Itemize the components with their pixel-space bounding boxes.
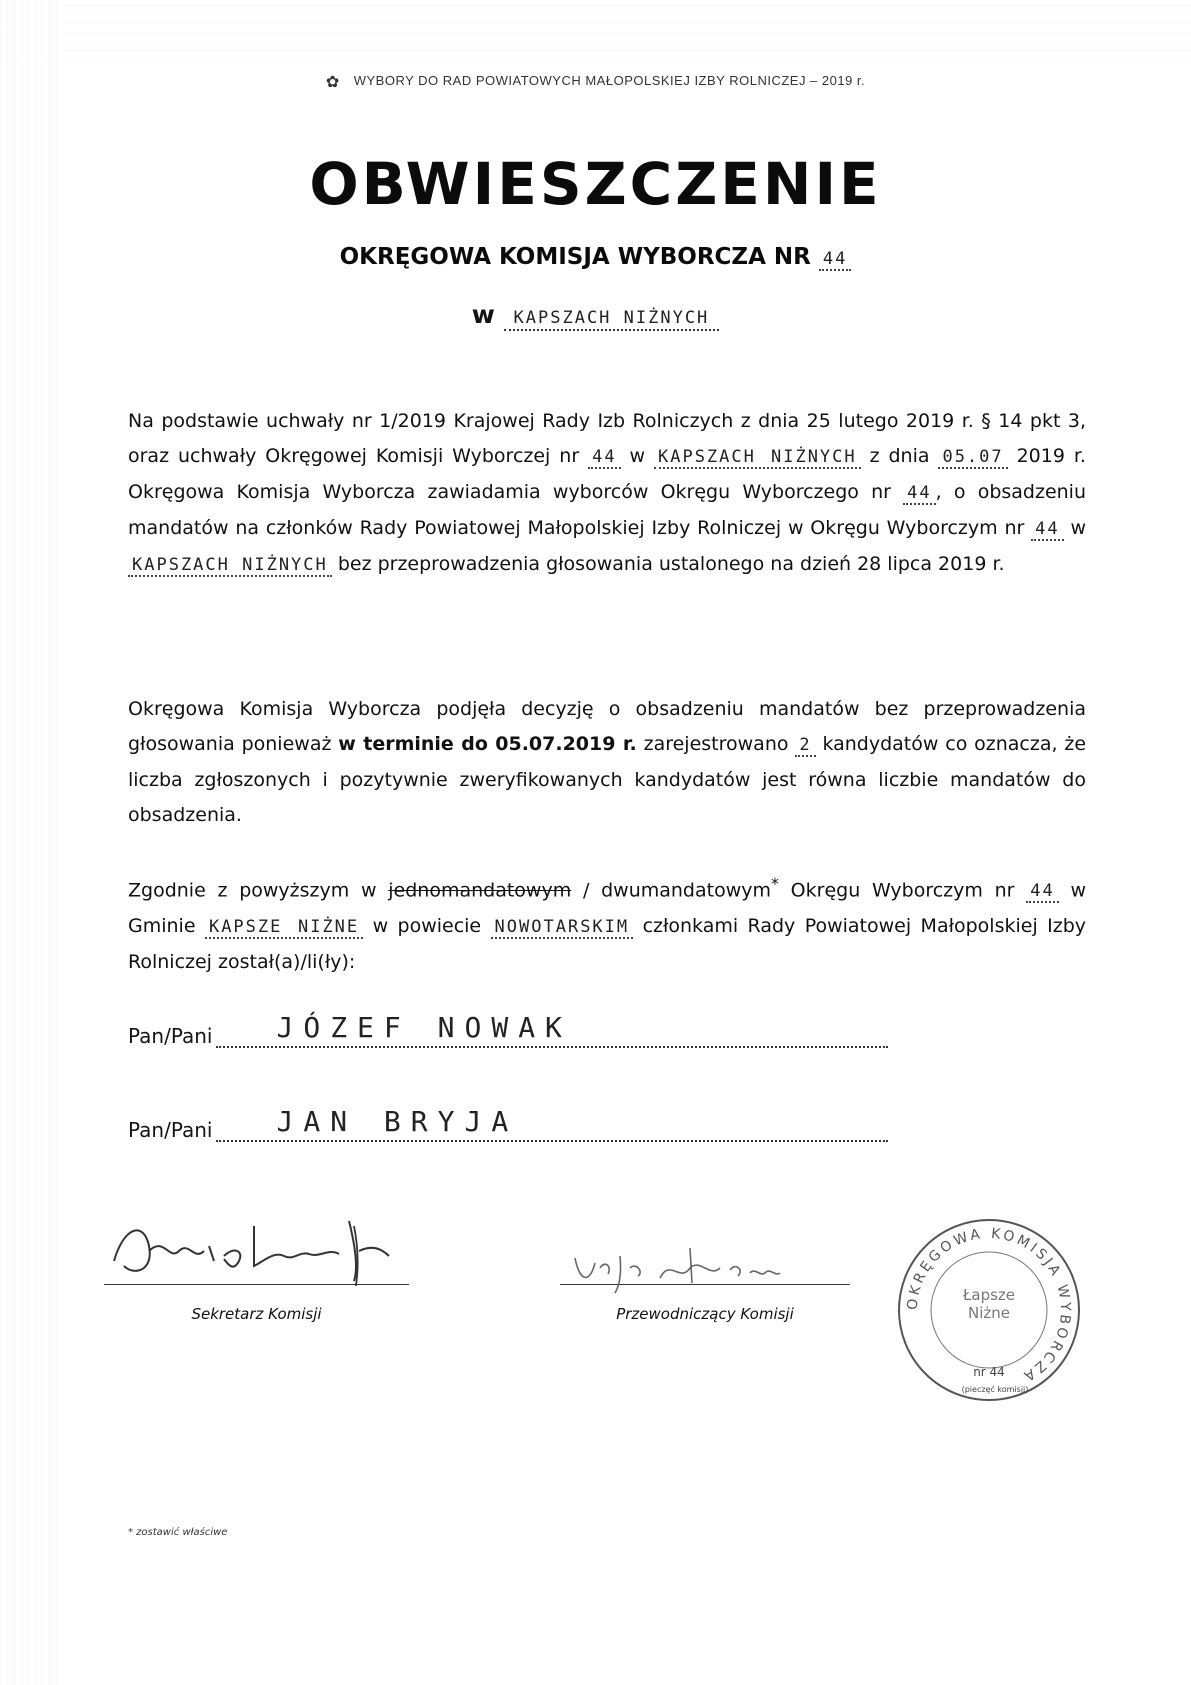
- p2-candidate-count: 2: [795, 735, 815, 757]
- stamp-center-2: Niżne: [968, 1304, 1010, 1322]
- p2-deadline: w terminie do 05.07.2019 r.: [338, 733, 637, 755]
- paragraph-2: [128, 692, 1086, 833]
- p1-text-3: z dnia: [869, 445, 930, 467]
- footnote: * zostawić właściwe: [128, 1527, 228, 1538]
- chairman-signature-block: [560, 1284, 850, 1323]
- p1-text-1: Na podstawie uchwały nr 1/2019 Krajowej Rady Izb Rolniczych z dnia 25 lutego 2019 r. § 14 pkt 3, oraz uchwały Okręgowej Komisji Wyborczej nr: [128, 410, 1086, 467]
- stamp-center-1: Łapsze: [962, 1286, 1016, 1304]
- secretary-signature-block: [104, 1284, 409, 1323]
- location-value: KAPSZACH NIŻNYCH: [513, 308, 710, 328]
- p3-text-1: Zgodnie z powyższym w: [128, 879, 377, 902]
- p3-asterisk: *: [771, 874, 779, 893]
- chairman-signature: [560, 1238, 850, 1298]
- p3-district-number: 44: [1026, 881, 1058, 903]
- member-row: [128, 1105, 888, 1142]
- scan-noise-top: [0, 0, 1191, 60]
- location-prefix: w: [471, 300, 495, 329]
- header-line: [0, 72, 1191, 92]
- stamp-ring-text: OKRĘGOWA KOMISJA WYBORCZA: [904, 1225, 1074, 1386]
- member-name: JÓZEF NOWAK: [276, 1011, 572, 1044]
- stamp-bottom: (pieczęć komisji): [961, 1385, 1029, 1394]
- member-label: Pan/Pani: [128, 1024, 213, 1048]
- commission-stamp: [895, 1216, 1083, 1404]
- p1-district-number: 44: [903, 483, 935, 505]
- chairman-caption: Przewodniczący Komisji: [616, 1305, 794, 1323]
- p1-date: 05.07: [938, 447, 1007, 469]
- stamp-number: nr 44: [973, 1365, 1005, 1379]
- p3-text-2: / dwumandatowym: [582, 879, 772, 902]
- p2-text-3: kandydatów co oznacza, że liczba zgłoszonych i pozytywnie zweryfikowanych kandydatów jest równa liczbie mandatów do obsadzenia.: [128, 733, 1087, 826]
- p3-text-4: w Gminie: [128, 879, 1086, 938]
- emblem-icon: ✿: [325, 74, 340, 91]
- p1-text-2: w: [629, 445, 646, 467]
- commission-prefix: OKRĘGOWA KOMISJA WYBORCZA NR: [339, 244, 811, 270]
- p3-powiat: NOWOTARSKIM: [491, 917, 634, 939]
- paragraph-3: [128, 866, 1086, 980]
- secretary-caption: Sekretarz Komisji: [191, 1305, 322, 1323]
- p1-resolution-number: 44: [588, 447, 620, 469]
- location-line: [0, 300, 1191, 329]
- header-text: WYBORY DO RAD POWIATOWYCH MAŁOPOLSKIEJ IZBY ROLNICZEJ – 2019 r.: [353, 73, 866, 88]
- member-label: Pan/Pani: [128, 1118, 213, 1142]
- member-row: [128, 1011, 888, 1048]
- p1-text-6: w: [1070, 517, 1086, 539]
- p2-text-2: zarejestrowano: [643, 733, 789, 755]
- p3-gmina: KAPSZE NIŻNE: [205, 917, 363, 939]
- paragraph-1: [128, 404, 1086, 583]
- secretary-signature: [104, 1206, 409, 1286]
- p1-text-7: bez przeprowadzenia głosowania ustalonego na dzień 28 lipca 2019 r.: [337, 553, 1005, 575]
- p1-text-4: 2019 r. Okręgowa Komisja Wyborcza zawiadamia wyborców Okręgu Wyborczego nr: [128, 445, 1086, 503]
- p1-place: KAPSZACH NIŻNYCH: [654, 447, 861, 469]
- commission-subtitle: [0, 244, 1191, 270]
- p3-text-5: w powiecie: [372, 915, 482, 938]
- p3-text-3: Okręgu Wyborczym nr: [790, 879, 1015, 902]
- page-title: OBWIESZCZENIE: [309, 150, 882, 218]
- p1-place-2: KAPSZACH NIŻNYCH: [128, 555, 332, 577]
- p1-district-number-2: 44: [1031, 519, 1063, 541]
- p3-struck-option: jednomandatowym: [388, 879, 572, 902]
- commission-number: 44: [819, 249, 851, 271]
- p1-text-5: , o obsadzeniu mandatów na członków Rady Powiatowej Małopolskiej Izby Rolniczej w Okręgu Wyborczym nr: [128, 481, 1087, 539]
- p3-text-6: członkami Rady Powiatowej Małopolskiej Izby Rolniczej został(a)/li(ły):: [128, 915, 1087, 974]
- member-name: JAN BRYJA: [276, 1105, 519, 1138]
- p2-text-1: Okręgowa Komisja Wyborcza podjęła decyzję o obsadzeniu mandatów bez przeprowadzenia głosowania ponieważ: [128, 698, 1086, 755]
